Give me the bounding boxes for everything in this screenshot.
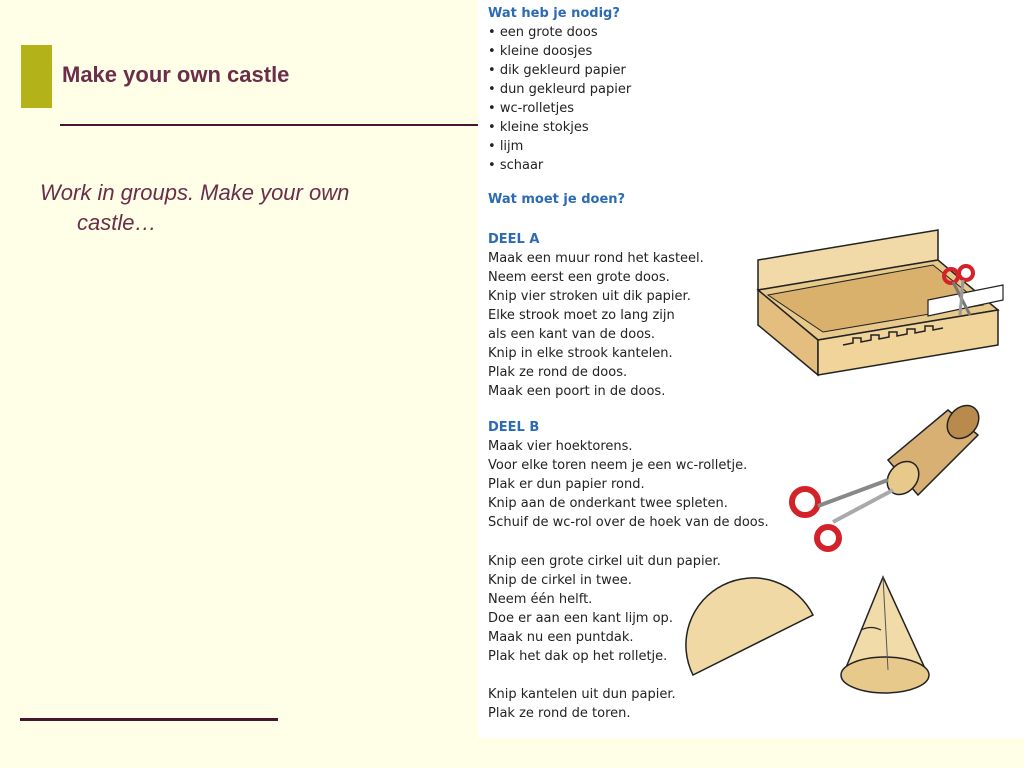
part-b-section: [488, 418, 769, 532]
part-a-line: Plak ze rond de doos.: [488, 365, 628, 380]
part-c-line: Neem één helft.: [488, 592, 593, 607]
footer-divider: [20, 718, 278, 721]
roof-cone-illustration: [683, 575, 1013, 705]
part-a-heading: DEEL A: [488, 232, 540, 247]
needs-item: • kleine stokjes: [488, 118, 631, 137]
part-c-line: Doe er aan een kant lijm op.: [488, 611, 673, 626]
todo-heading: Wat moet je doen?: [488, 192, 626, 207]
needs-item: • wc-rolletjes: [488, 99, 631, 118]
part-a-line: Knip in elke strook kantelen.: [488, 346, 673, 361]
needs-item: • kleine doosjes: [488, 42, 631, 61]
todo-heading-block: [488, 190, 625, 209]
box-illustration: [748, 220, 1008, 380]
part-a-line: Maak een muur rond het kasteel.: [488, 251, 704, 266]
body-line-2: castle…: [77, 210, 157, 235]
part-b-heading: DEEL B: [488, 420, 540, 435]
needs-heading: Wat heb je nodig?: [488, 6, 620, 21]
title-accent-bar: [21, 45, 52, 108]
part-a-line: Knip vier stroken uit dik papier.: [488, 289, 691, 304]
part-c-line: Plak het dak op het rolletje.: [488, 649, 668, 664]
needs-item: • lijm: [488, 137, 631, 156]
needs-section: [488, 4, 631, 175]
part-a-line: als een kant van de doos.: [488, 327, 656, 342]
part-c-line: Knip de cirkel in twee.: [488, 573, 632, 588]
part-b-line: Maak vier hoektorens.: [488, 439, 633, 454]
part-a-line: Maak een poort in de doos.: [488, 384, 666, 399]
title-divider: [60, 124, 480, 126]
part-b-line: Schuif de wc-rol over de hoek van de doos.: [488, 515, 769, 530]
needs-item: • dik gekleurd papier: [488, 61, 631, 80]
part-c-line: Knip een grote cirkel uit dun papier.: [488, 554, 721, 569]
slide-title: Make your own castle: [62, 62, 290, 87]
part-d-section: [488, 685, 676, 723]
part-b-line: Knip aan de onderkant twee spleten.: [488, 496, 728, 511]
slide-body: [40, 178, 440, 238]
part-a-line: Neem eerst een grote doos.: [488, 270, 670, 285]
body-line-1: Work in groups. Make your own: [40, 180, 350, 205]
part-c-line: Maak nu een puntdak.: [488, 630, 634, 645]
tube-scissors-illustration: [783, 400, 983, 560]
part-d-line: Plak ze rond de toren.: [488, 706, 631, 721]
part-d-line: Knip kantelen uit dun papier.: [488, 687, 676, 702]
part-b-line: Plak er dun papier rond.: [488, 477, 645, 492]
needs-item: • een grote doos: [488, 23, 631, 42]
part-a-line: Elke strook moet zo lang zijn: [488, 308, 675, 323]
worksheet-image: [478, 0, 1024, 738]
needs-item: • schaar: [488, 156, 631, 175]
part-a-section: [488, 230, 704, 401]
part-b-line: Voor elke toren neem je een wc-rolletje.: [488, 458, 748, 473]
needs-item: • dun gekleurd papier: [488, 80, 631, 99]
